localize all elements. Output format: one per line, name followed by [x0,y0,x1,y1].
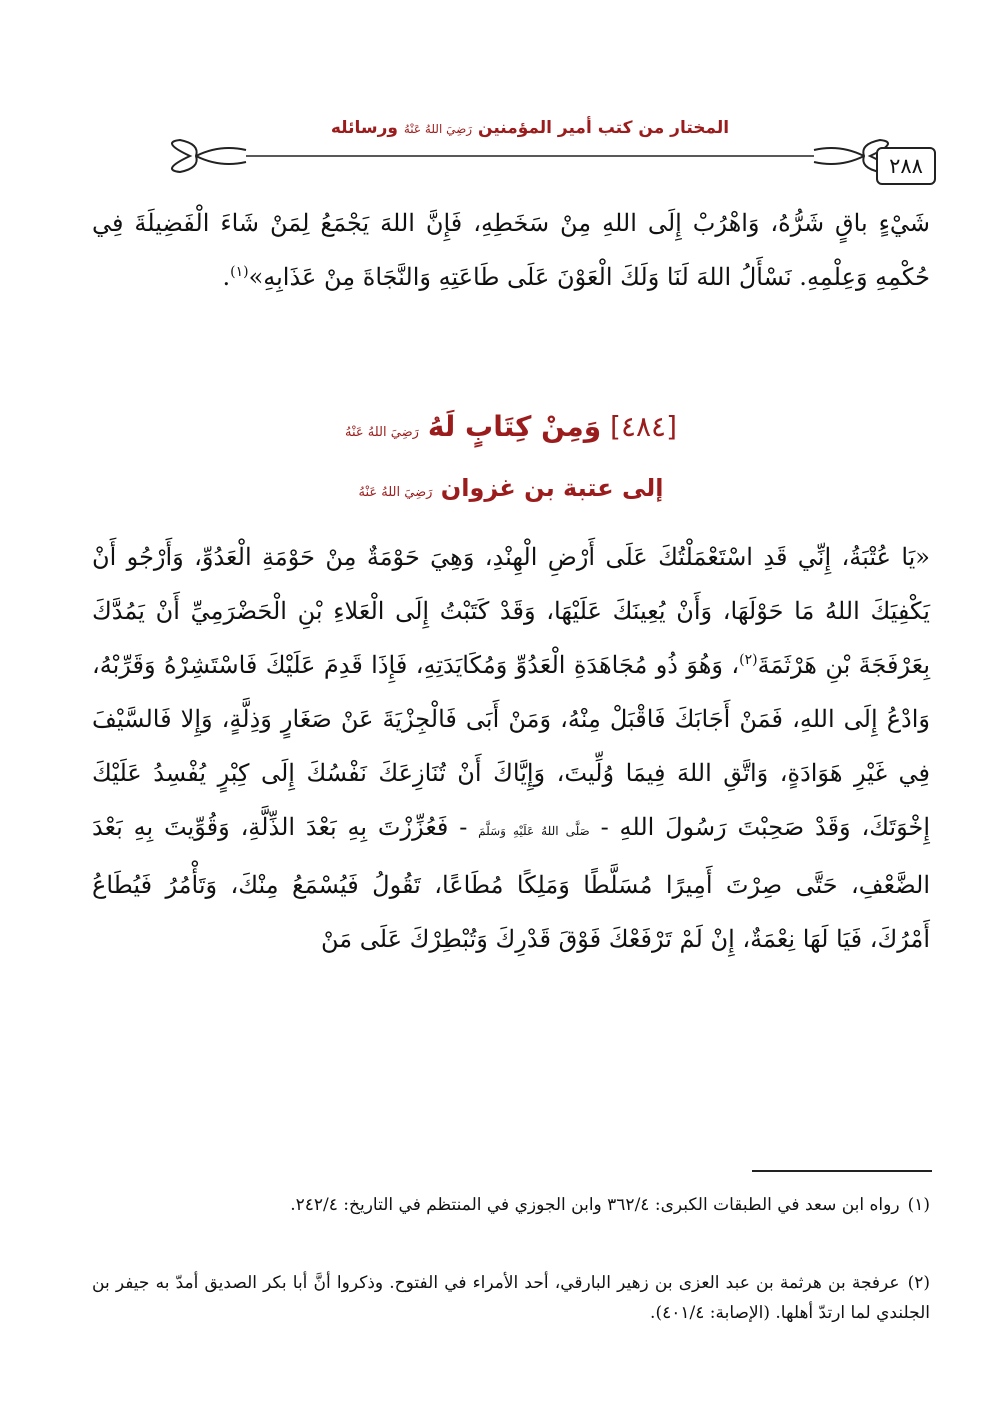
letter-part-c: - فَعُزِّزْتَ بِهِ بَعْدَ الذِّلَّةِ، وَقُوِّيتَ بِهِ بَعْدَ الضَّعْفِ، حَتَّى صِرْتَ أَمِيرًا مُسَلَّطًا وَمَلِكًا مُطَاعًا، تَقُولُ فَيُسْمَعُ مِنْكَ، وَتَأْمُرُ فَيُطَاعُ أَمْرُكَ، فَيَا لَهَا نِعْمَةٌ، إِنْ لَمْ تَرْفَعْكَ فَوْقَ قَدْرِكَ وَتُبْطِرْكَ عَلَى مَنْ [92,813,931,953]
letter-part-a: «يَا عُتْبَةُ، إِنِّي قَدِ اسْتَعْمَلْتُكَ عَلَى أَرْضِ الْهِنْدِ، وَهِيَ حَوْمَةٌ مِنْ حَوْمَةِ الْعَدُوِّ، وَأَرْجُو أَنْ يَكْفِيَكَ اللهُ مَا حَوْلَهَا، وَأَنْ يُعِينَكَ عَلَيْهَا، وَقَدْ كَتَبْتُ إِلَى الْعَلاءِ بْنِ الْحَضْرَمِيِّ أَنْ يَمُدَّكَ بِعَرْفَجَةَ بْنِ هَرْثَمَةَ [92,543,931,679]
page-header [150,110,910,180]
page-number: ٢٨٨ [876,147,936,185]
header-ornament [150,136,910,176]
paragraph-1-text: شَيْءٍ باقٍ شَرُّهُ، وَاهْرُبْ إِلَى اللهِ مِنْ سَخَطِهِ، فَإِنَّ اللهَ يَجْمَعُ لِمَنْ شَاءَ الْفَضِيلَةَ فِي حُكْمِهِ وَعِلْمِهِ. نَسْأَلُ اللهَ لَنَا وَلَكَ الْعَوْنَ عَلَى طَاعَتِهِ وَالنَّجَاةَ مِنْ عَذَابِهِ» [92,209,930,291]
section-subtitle [92,474,930,502]
paragraph-continuation [92,196,930,304]
footnote-2-text: عرفجة بن هرثمة بن عبد العزى بن زهير البارقي، أحد الأمراء في الفتوح. وذكروا أنَّ أبا بكر الصديق أمدّ به جيفر بن الجلندي لما ارتدّ أهلها. (الإصابة: ٤٠١/٤). [92,1273,930,1323]
running-title [150,118,910,138]
section-honorific: رَضِيَ اللهُ عَنْهُ [344,425,419,440]
section-subtitle-honorific: رَضِيَ اللهُ عَنْهُ [358,485,433,500]
footnote-ref-1[interactable]: (١) [230,264,249,280]
footnote-1 [92,1190,930,1220]
footnote-1-text: رواه ابن سعد في الطبقات الكبرى: ٣٦٢/٤ وابن الجوزي في المنتظم في التاريخ: ٢٤٢/٤. [290,1195,900,1215]
section-title: وَمِنْ كِتَابٍ لَهُ [427,410,602,443]
footnote-divider [752,1170,932,1172]
running-title-honorific: رَضِيَ اللهُ عَنْهُ [403,122,473,136]
section-heading [92,410,930,443]
letter-part-b: ، وَهُوَ ذُو مُجَاهَدَةِ الْعَدُوِّ وَمُكَايَدَتِهِ، فَإِذَا قَدِمَ عَلَيْكَ فَاسْتَشِرْهُ وَقَرِّبْهُ، وَادْعُ إِلَى اللهِ، فَمَنْ أَجَابَكَ فَاقْبَلْ مِنْهُ، وَمَنْ أَبَى فَالْجِزْيَةَ عَنْ صَغَارٍ وَذِلَّةٍ، وَإِلا فَالسَّيْفَ فِي غَيْرِ هَوَادَةٍ، وَاتَّقِ اللهَ فِيمَا وُلِّيتَ، وَإِيَّاكَ أَنْ تُنَازِعَكَ نَفْسُكَ إِلَى كِبْرٍ يُفْسِدُ عَلَيْكَ إِخْوَتَكَ، وَقَدْ صَحِبْتَ رَسُولَ اللهِ - [92,651,931,841]
section-number: [٤٨٤] [610,410,678,443]
footnote-ref-2[interactable]: (٢) [739,652,758,668]
footnote-2-marker: (٢) [907,1273,930,1293]
footnote-2 [92,1268,930,1328]
footnote-1-marker: (١) [907,1195,930,1215]
running-title-suffix: ورسائله [330,118,398,138]
section-subtitle-text: إلى عتبة بن غزوان [440,474,664,502]
paragraph-1-end: . [222,263,231,291]
letter-text [92,530,930,966]
running-title-text: المختار من كتب أمير المؤمنين [478,118,730,138]
salutation: صَلَّى اللهُ عَلَيْهِ وَسَلَّمَ [478,824,590,838]
